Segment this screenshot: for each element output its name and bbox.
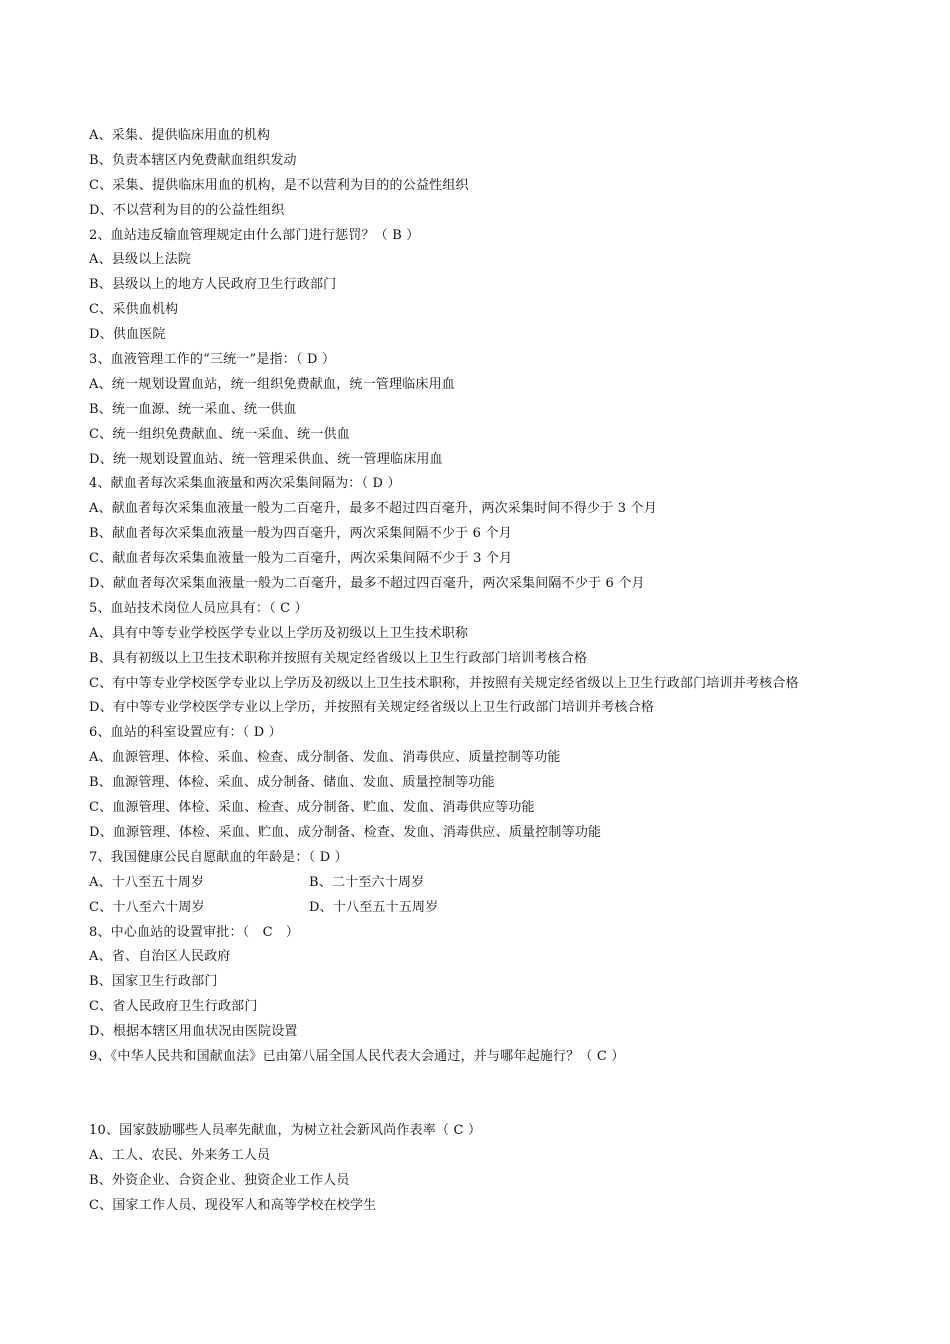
q4-question: 4、献血者每次采集血液量和两次采集间隔为：（ D ） [89,476,401,492]
q7-option-a: A、十八至五十周岁 [89,874,205,890]
q6-question: 6、血站的科室设置应有：（ D ） [89,725,282,741]
q4-option-d: D、献血者每次采集血液量一般为二百毫升，最多不超过四百毫升，两次采集间隔不少于 6 个月 [89,576,645,592]
q2-option-a: A、县级以上法院 [89,252,191,268]
q10-option-c: C、国家工作人员、现役军人和高等学校在校学生 [89,1197,377,1213]
q4-option-a: A、献血者每次采集血液量一般为二百毫升，最多不超过四百毫升，两次采集时间不得少于 3 个月 [89,501,657,517]
q5-option-c: C、有中等专业学校医学专业以上学历及初级以上卫生技术职称，并按照有关规定经省级以上卫生行政部门培训并考核合格 [89,675,799,691]
q3-question: 3、血液管理工作的“三统一”是指：（ D ） [89,352,336,368]
q6-option-c: C、血源管理、体检、采血、检查、成分制备、贮血、发血、消毒供应等功能 [89,800,535,816]
q7-options-row-1 [89,871,889,896]
q2-option-d: D、供血医院 [89,327,166,343]
q5-option-b: B、具有初级以上卫生技术职称并按照有关规定经省级以上卫生行政部门培训考核合格 [89,650,588,666]
q10-option-a: A、工人、农民、外来务工人员 [89,1147,271,1163]
q7-option-d: D、十八至五十五周岁 [309,899,439,915]
q8-option-a: A、省、自治区人民政府 [89,949,231,965]
q8-option-c: C、省人民政府卫生行政部门 [89,999,258,1015]
q4-option-c: C、献血者每次采集血液量一般为二百毫升，两次采集间隔不少于 3 个月 [89,551,513,567]
blank-space [89,1070,889,1119]
q3-option-d: D、统一规划设置血站、统一管理采供血、统一管理临床用血 [89,451,443,467]
q6-option-b: B、血源管理、体检、采血、成分制备、储血、发血、质量控制等功能 [89,775,495,791]
q3-option-c: C、统一组织免费献血、统一采血、统一供血 [89,426,350,442]
q2-question: 2、血站违反输血管理规定由什么部门进行惩罚？（ B ） [89,227,420,243]
q10-question: 10、国家鼓励哪些人员率先献血，为树立社会新风尚作表率（ C ） [89,1122,482,1138]
q4-option-b: B、献血者每次采集血液量一般为四百毫升，两次采集间隔不少于 6 个月 [89,526,512,542]
q5-question: 5、血站技术岗位人员应具有：（ C ） [89,600,308,616]
q6-option-a: A、血源管理、体检、采血、检查、成分制备、发血、消毒供应、质量控制等功能 [89,750,561,766]
q8-option-d: D、根据本辖区用血状况由医院设置 [89,1024,298,1040]
q8-question: 8、中心血站的设置审批：（ C ） [89,924,300,940]
q5-option-a: A、具有中等专业学校医学专业以上学历及初级以上卫生技术职称 [89,625,469,641]
q3-option-a: A、统一规划设置血站，统一组织免费献血，统一管理临床用血 [89,376,455,392]
q2-option-c: C、采供血机构 [89,302,179,318]
q5-option-d: D、有中等专业学校医学专业以上学历，并按照有关规定经省级以上卫生行政部门培训并考核合格 [89,700,655,716]
q7-option-c: C、十八至六十周岁 [89,899,205,915]
q3-option-b: B、统一血源、统一采血、统一供血 [89,401,297,417]
q1-option-c: C、采集、提供临床用血的机构，是不以营利为目的的公益性组织 [89,177,469,193]
q1-option-a: A、采集、提供临床用血的机构 [89,128,271,143]
q7-question: 7、我国健康公民自愿献血的年龄是：（ D ） [89,849,348,865]
q2-option-b: B、县级以上的地方人民政府卫生行政部门 [89,277,337,293]
q1-option-d: D、不以营利为目的的公益性组织 [89,202,285,218]
document-page [89,124,889,1218]
q6-option-d: D、血源管理、体检、采血、贮血、成分制备、检查、发血、消毒供应、质量控制等功能 [89,824,602,840]
q7-option-b: B、二十至六十周岁 [309,874,425,890]
q10-option-b: B、外资企业、合资企业、独资企业工作人员 [89,1172,350,1188]
q9-question: 9、《中华人民共和国献血法》已由第八届全国人民代表大会通过，并与哪年起施行？（ C ） [89,1048,625,1064]
q8-option-b: B、国家卫生行政部门 [89,974,218,990]
q1-option-b: B、负责本辖区内免费献血组织发动 [89,152,297,168]
q7-options-row-2 [89,896,889,921]
